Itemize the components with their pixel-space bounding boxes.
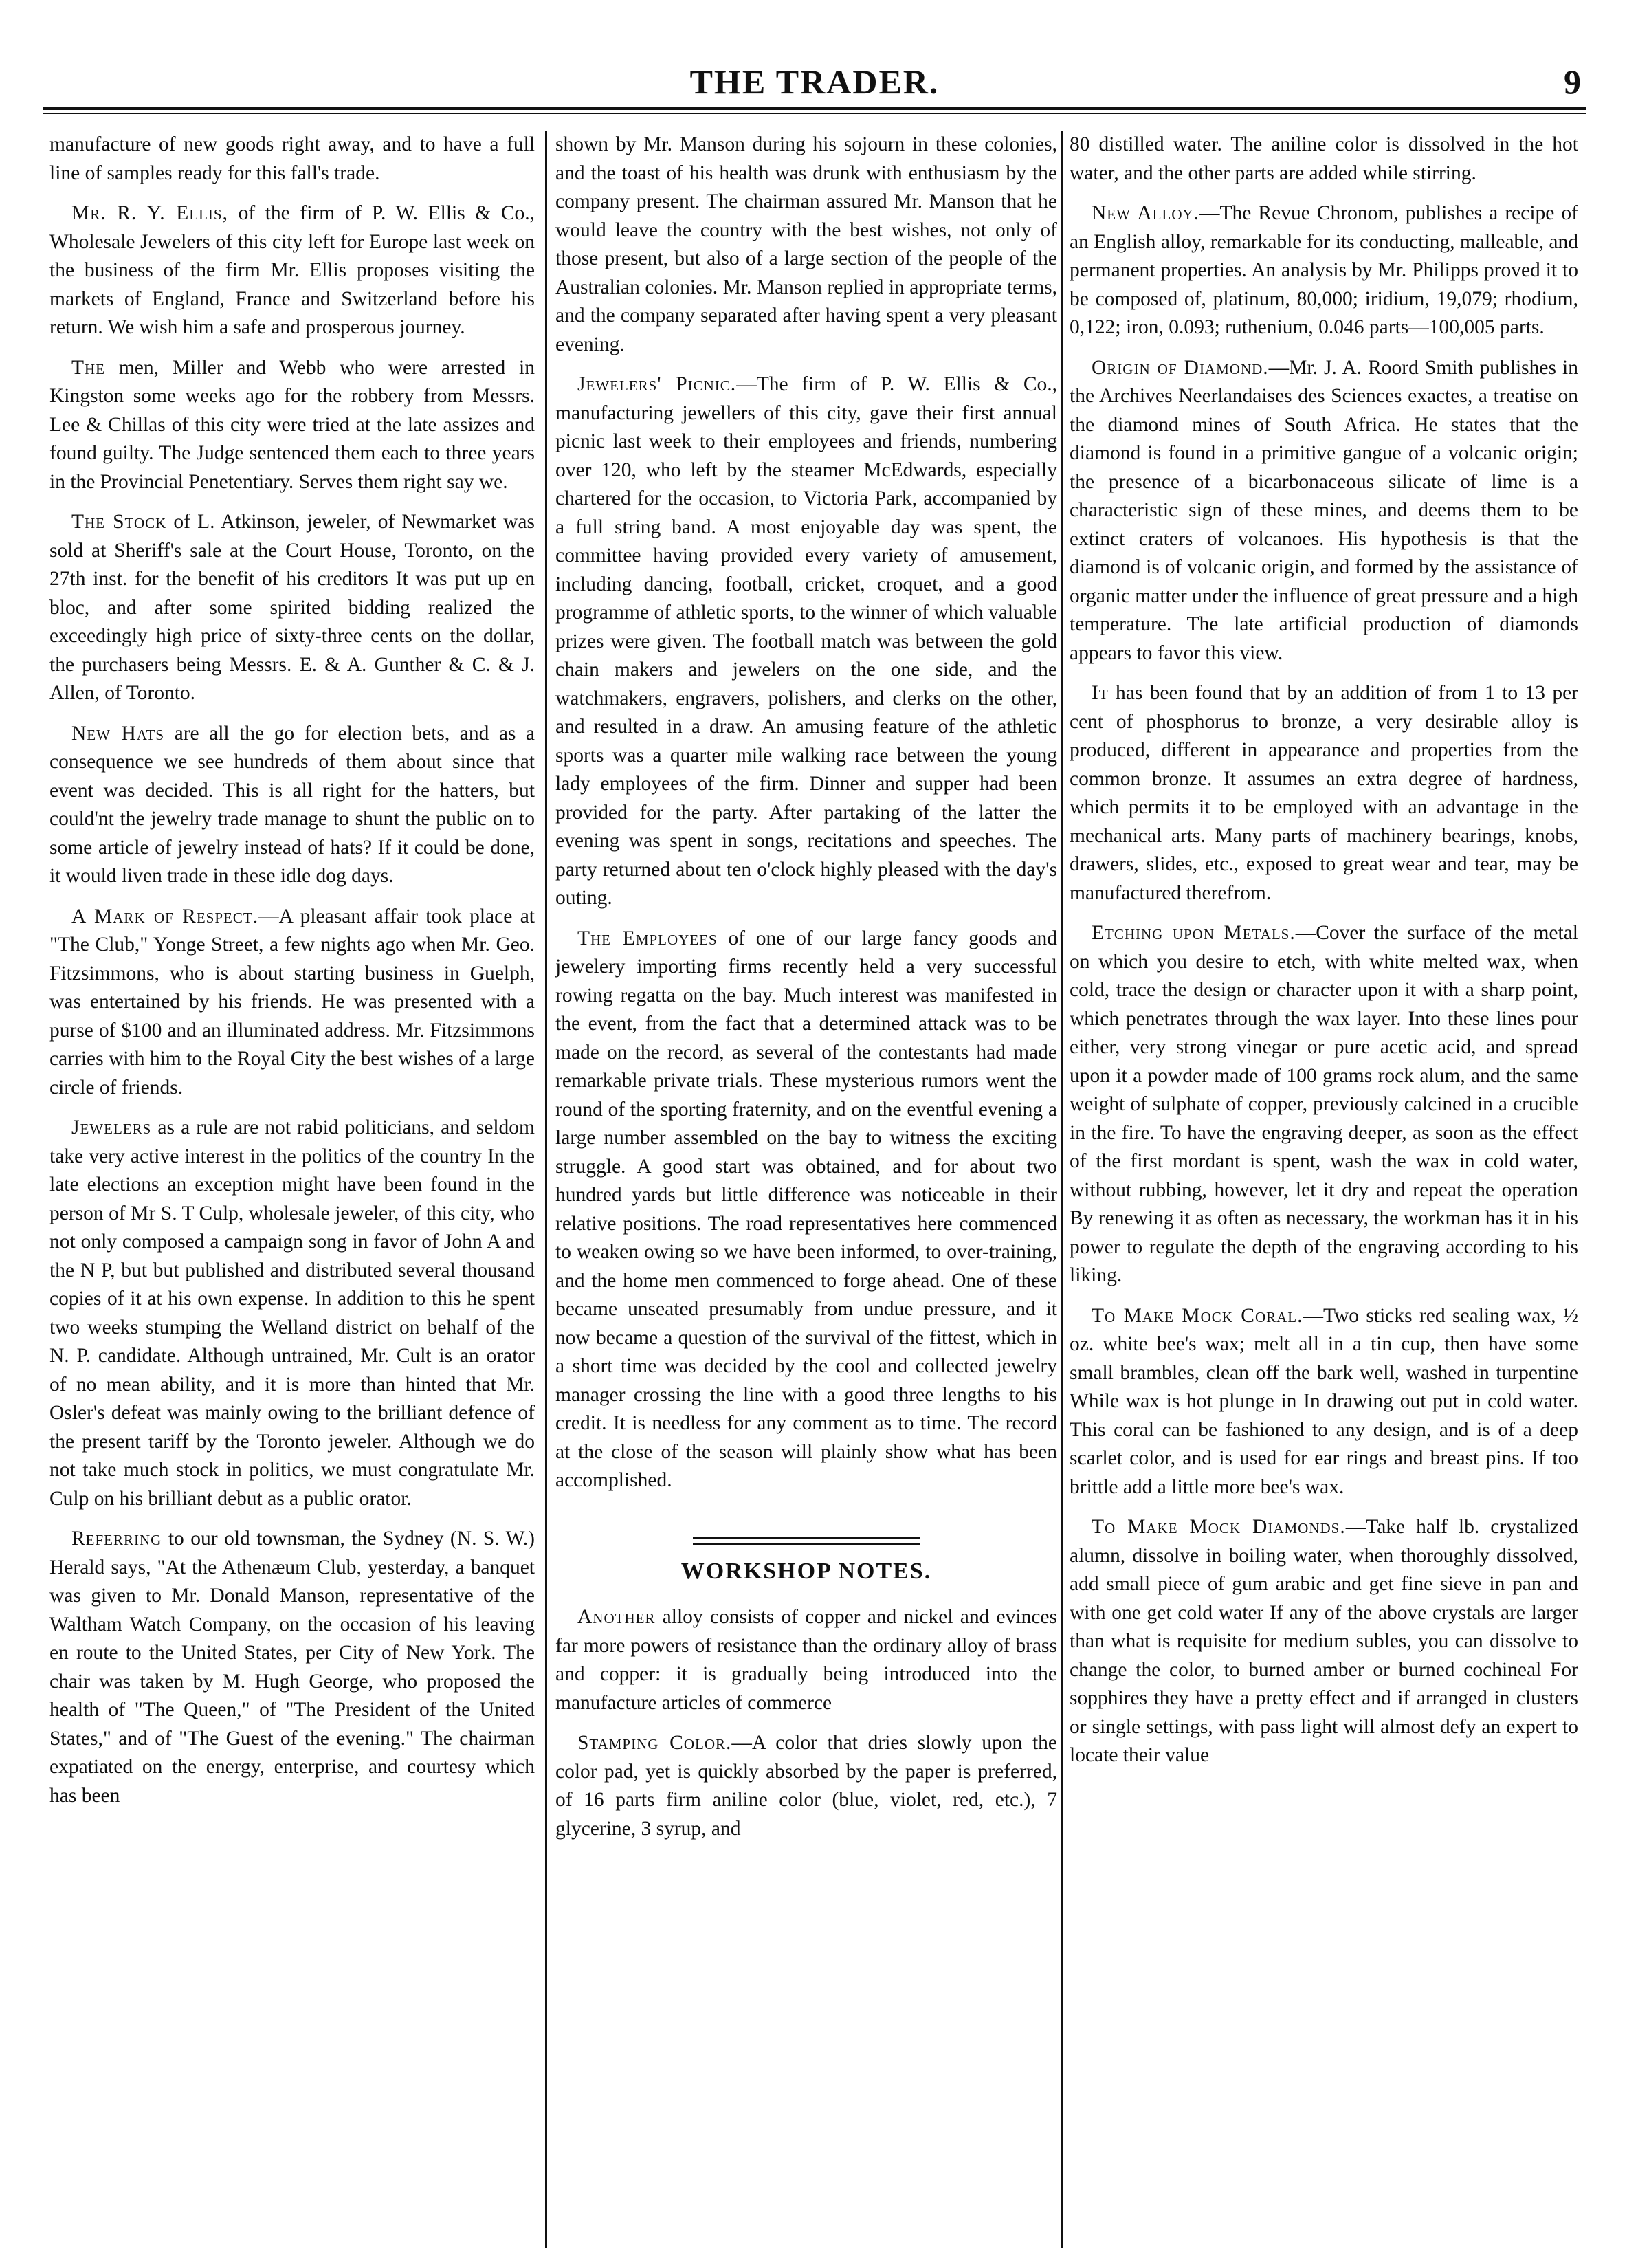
paragraph-text: —The firm of P. W. Ellis & Co., manufacturing jewellers of this city, gave their first annual picnic last week to their employees and friends, numbering over 120, who left by the steamer McEdwards, especially chartered for the occasion, to Victoria Park, accompanied by a full string band. A most enjoyable day was spent, the committee having provided every variety of amusement, including dancing, football, cricket, croquet, and a good programme of athletic sports, to the winner of which valuable prizes were given. The football match was between the gold chain makers and jewelers on the one side, and the watchmakers, engravers, polishers, and clerks on the other, and resulted in a draw. An amusing feature of the athletic sports was a quarter mile walking race between the young lady employees of the firm. Dinner and supper had been provided for the party. After partaking of the latter the evening was spent in songs, recitations and speeches. The party returned about ten o'clock highly pleased with the day's outing.	[555, 373, 1057, 909]
article-paragraph	[1070, 1513, 1578, 1770]
paragraph-text: —Mr. J. A. Roord Smith publishes in the Archives Neerlandaises des Sciences exactes, a treatise on the diamond mines of South Africa. He states that the diamond is found in a primitive gangue of a volcanic origin; the presence of a bicarbonaceous silicate of lime is a characteristic sign of these mines, and deems them to be extinct craters of volcanoes. His hypothesis is that the diamond is of volcanic origin, and formed by the assistance of organic matter under the influence of great pressure and a high temperature. The late artificial production of diamonds appears to favor this view.	[1070, 356, 1578, 664]
article-paragraph	[49, 1114, 535, 1513]
masthead-rule-thin	[43, 113, 1586, 114]
paragraph-lead: Stamping Color.	[577, 1732, 732, 1754]
ornament-line-thin	[693, 1543, 920, 1545]
article-paragraph	[49, 1525, 535, 1810]
article-paragraph	[555, 925, 1057, 1495]
paragraph-lead: Mr. R. Y. Ellis,	[71, 202, 228, 224]
paragraph-lead: A Mark of Respect.	[71, 905, 259, 927]
article-paragraph	[49, 720, 535, 891]
paragraph-text: —A pleasant affair took place at "The Club," Yonge Street, a few nights ago when Mr. Geo. Fitzsimmons, who is about starting business in Guelph, was entertained by his friends. He was presented with a purse of $100 and an illuminated address. Mr. Fitzsimmons carries with him to the Royal City the best wishes of a large circle of friends.	[49, 905, 535, 1099]
article-paragraph: shown by Mr. Manson during his sojourn in these colonies, and the toast of his health was drunk with enthusiasm by the company present. The chairman assured Mr. Manson that he would leave the country with the best wishes, not only of those present, but also of a large section of the people of the Australian colonies. Mr. Manson replied in appropriate terms, and the company separated after having spent a very pleasant evening.	[555, 133, 1057, 355]
column-1	[49, 131, 535, 2248]
paragraph-text: are all the go for election bets, and as a consequence we see hundreds of them about since that event was decided. This is all right for the hatters, but could'nt the jewelry trade manage to shunt the public on to some article of jewelry instead of hats? If it could be done, it would liven trade in these idle dog days.	[49, 722, 535, 887]
column-divider-1	[545, 131, 547, 2248]
paragraph-text: of the firm of P. W. Ellis & Co., Wholesale Jewelers of this city left for Europe last week on the business of the firm Mr. Ellis proposes visiting the markets of England, France and Switzerland before his return. We wish him a safe and prosperous journey.	[49, 202, 535, 338]
paragraph-lead: It	[1092, 682, 1109, 704]
paragraph-text: —The Revue Chronom, publishes a recipe of an English alloy, remarkable for its conducting, malleable, and permanent properties. An analysis by Mr. Philipps proved it to be composed of, platinum, 80,000; iridium, 19,079; rhodium, 0,122; iron, 0.093; ruthenium, 0.046 parts—100,005 parts.	[1070, 202, 1578, 338]
paragraph-text: to our old townsman, the Sydney (N. S. W.) Herald says, "At the Athenæum Club, yesterday, a banquet was given to Mr. Donald Manson, representative of the Waltham Watch Company, on the occasion of his leaving en route to the United States, per City of New York. The chair was taken by M. Hugh George, who proposed the health of "The Queen," of "The President of the United States," and of "The Guest of the evening." The chairman expatiated on the energy, enterprise, and courtesy which has been	[49, 1528, 535, 1807]
column-2	[555, 131, 1057, 2248]
paragraph-text: alloy consists of copper and nickel and evinces far more powers of resistance than the ordinary alloy of brass and copper: it is gradually being introduced into the manufacture articles of commerce	[555, 1606, 1057, 1714]
paragraph-lead: Referring	[71, 1528, 162, 1550]
paragraph-text: as a rule are not rabid politicians, and seldom take very active interest in the politics of the country In the late elections an exception might have been found in the person of Mr S. T Culp, wholesale jeweler, of this city, who not only composed a campaign song in favor of John A and the N P, but but published and distributed several thousand copies of it at his own expense. In addition to this he spent two weeks stumping the Welland district on behalf of the N. P. candidate. Although untrained, Mr. Cult is an orator of no mean ability, and it is more than hinted that Mr. Osler's defeat was mainly owing to the brilliant defence of the present tariff by the Toronto jeweler. Although we do not take much stock in politics, we must congratulate Mr. Culp on his brilliant debut as a public orator.	[49, 1116, 535, 1510]
article-paragraph	[1070, 199, 1578, 342]
paragraph-lead: Jewelers	[71, 1116, 152, 1138]
paragraph-lead: Jewelers' Picnic.	[577, 373, 737, 395]
masthead-rule-thick	[43, 107, 1586, 110]
paragraph-text: of L. Atkinson, jeweler, of Newmarket was sold at Sheriff's sale at the Court House, Toronto, on the 27th inst. for the benefit of his creditors It was put up en bloc, and after some spirited bidding realized the exceedingly high price of sixty-three cents on the dollar, the purchasers being Messrs. E. & A. Gunther & C. & J. Allen, of Toronto.	[49, 511, 535, 704]
paragraph-lead: New Hats	[71, 722, 165, 745]
paragraph-lead: New Alloy.	[1092, 202, 1200, 224]
section-heading: WORKSHOP NOTES.	[680, 1558, 932, 1584]
article-paragraph	[49, 354, 535, 497]
article-paragraph: 80 distilled water. The aniline color is dissolved in the hot water, and the other parts are added while stirring.	[1070, 133, 1578, 184]
column-divider-2	[1061, 131, 1063, 2248]
paragraph-text: has been found that by an addition of from 1 to 13 per cent of phosphorus to bronze, a very desirable alloy is produced, different in appearance and properties from the common bronze. It assumes an extra degree of hardness, which permits it to be employed with an advantage in the mechanical arts. Many parts of machinery bearings, knobs, drawers, slides, etc., exposed to great wear and tear, may be manufactured therefrom.	[1070, 682, 1578, 904]
paragraph-text: —Cover the surface of the metal on which you desire to etch, with white melted wax, when cold, trace the design or character upon it with a sharp point, which penetrates through the wax layer. Into these lines pour either, very strong vinegar or pure acetic acid, and spread upon it a powder made of 100 grams rock alum, and the same weight of sulphate of copper, previously calcined in a crucible in the fire. To have the engraving deeper, as soon as the effect of the first mordant is spent, wash the wax in cold water, without rubbing, however, let it dry and repeat the operation By renewing it as often as necessary, the workman has it in his power to regulate the depth of the engraving according to his liking.	[1070, 922, 1578, 1286]
article-paragraph: manufacture of new goods right away, and to have a full line of samples ready for this fall's trade.	[49, 133, 535, 184]
paragraph-text: of one of our large fancy goods and jewelery importing firms recently held a very successful rowing regatta on the bay. Much interest was manifested in the event, from the fact that a determined attack was to be made on the record, as several of the contestants had made remarkable private trials. These mysterious rumors went the round of the sporting fraternity, and on the eventful evening a large number assembled on the bay to witness the exciting struggle. A good start was obtained, and for about two hundred yards but little difference was noticeable in their relative positions. The road representatives here commenced to weaken owing so we have been informed, to over-training, and the home men commenced to forge ahead. One of these became unseated presumably from undue pressure, and it now became a question of the survival of the fittest, which in a short time was decided by the cool and collected jewelry manager crossing the line with a good three lengths to his credit. It is needless for any comment as to time. The record at the close of the season will plainly show what has been accomplished.	[555, 927, 1057, 1491]
article-paragraph	[1070, 354, 1578, 668]
article-paragraph	[1070, 919, 1578, 1290]
article-paragraph	[49, 903, 535, 1103]
paragraph-lead: To Make Mock Diamonds.	[1092, 1516, 1346, 1538]
paragraph-lead: The	[71, 356, 106, 379]
ornament-line-thick	[693, 1537, 920, 1539]
article-paragraph	[555, 1603, 1057, 1717]
paragraph-text: men, Miller and Webb who were arrested in Kingston some weeks ago for the robbery from Messrs. Lee & Chillas of this city were tried at the late assizes and found guilty. The Judge sentenced them each to three years in the Provincial Penetentiary. Serves them right say we.	[49, 356, 535, 493]
paragraph-lead: To Make Mock Coral.	[1092, 1304, 1303, 1327]
paragraph-lead: Etching upon Metals.	[1092, 922, 1296, 944]
paragraph-lead: The Stock	[71, 511, 167, 533]
page-number: 9	[1564, 63, 1581, 101]
paragraph-lead: Origin of Diamond.	[1092, 356, 1269, 379]
article-paragraph	[49, 508, 535, 708]
masthead-title: THE TRADER.	[689, 63, 940, 101]
masthead	[48, 62, 1581, 103]
article-paragraph	[1070, 679, 1578, 907]
paragraph-lead: The Employees	[577, 927, 718, 949]
paragraph-text: —Two sticks red sealing wax, ½ oz. white bee's wax; melt all in a tin cup, then have some small brambles, clean off the bark well, washed in turpentine While wax is hot plunge in In drawing out put in cold water. This coral can be fashioned to any design, and is of a deep scarlet color, and is used for ear rings and breast pins. If too brittle add a little more bee's wax.	[1070, 1304, 1578, 1498]
column-3	[1070, 131, 1578, 2248]
section-ornament-rule	[693, 1537, 920, 1545]
article-paragraph	[1070, 1302, 1578, 1502]
article-paragraph	[555, 371, 1057, 913]
paragraph-lead: Another	[577, 1606, 656, 1628]
article-paragraph	[49, 199, 535, 342]
article-paragraph	[555, 1729, 1057, 1843]
paragraph-text: —Take half lb. crystalized alumn, dissolve in boiling water, when thoroughly dissolved, add small piece of gum arabic and get fine sieve in pan and with one get cold water If any of the above crystals are larger than what is requisite for medium subles, you can dissolve to change the color, to burned amber or burned cochineal For sopphires they have a pretty effect and if arranged in clusters or single settings, with pass light will almost defy an expert to locate their value	[1070, 1516, 1578, 1766]
paragraph-text: —A color that dries slowly upon the color pad, yet is quickly absorbed by the paper is preferred, of 16 parts firm aniline color (blue, violet, red, etc.), 7 glycerine, 3 syrup, and	[555, 1732, 1057, 1840]
